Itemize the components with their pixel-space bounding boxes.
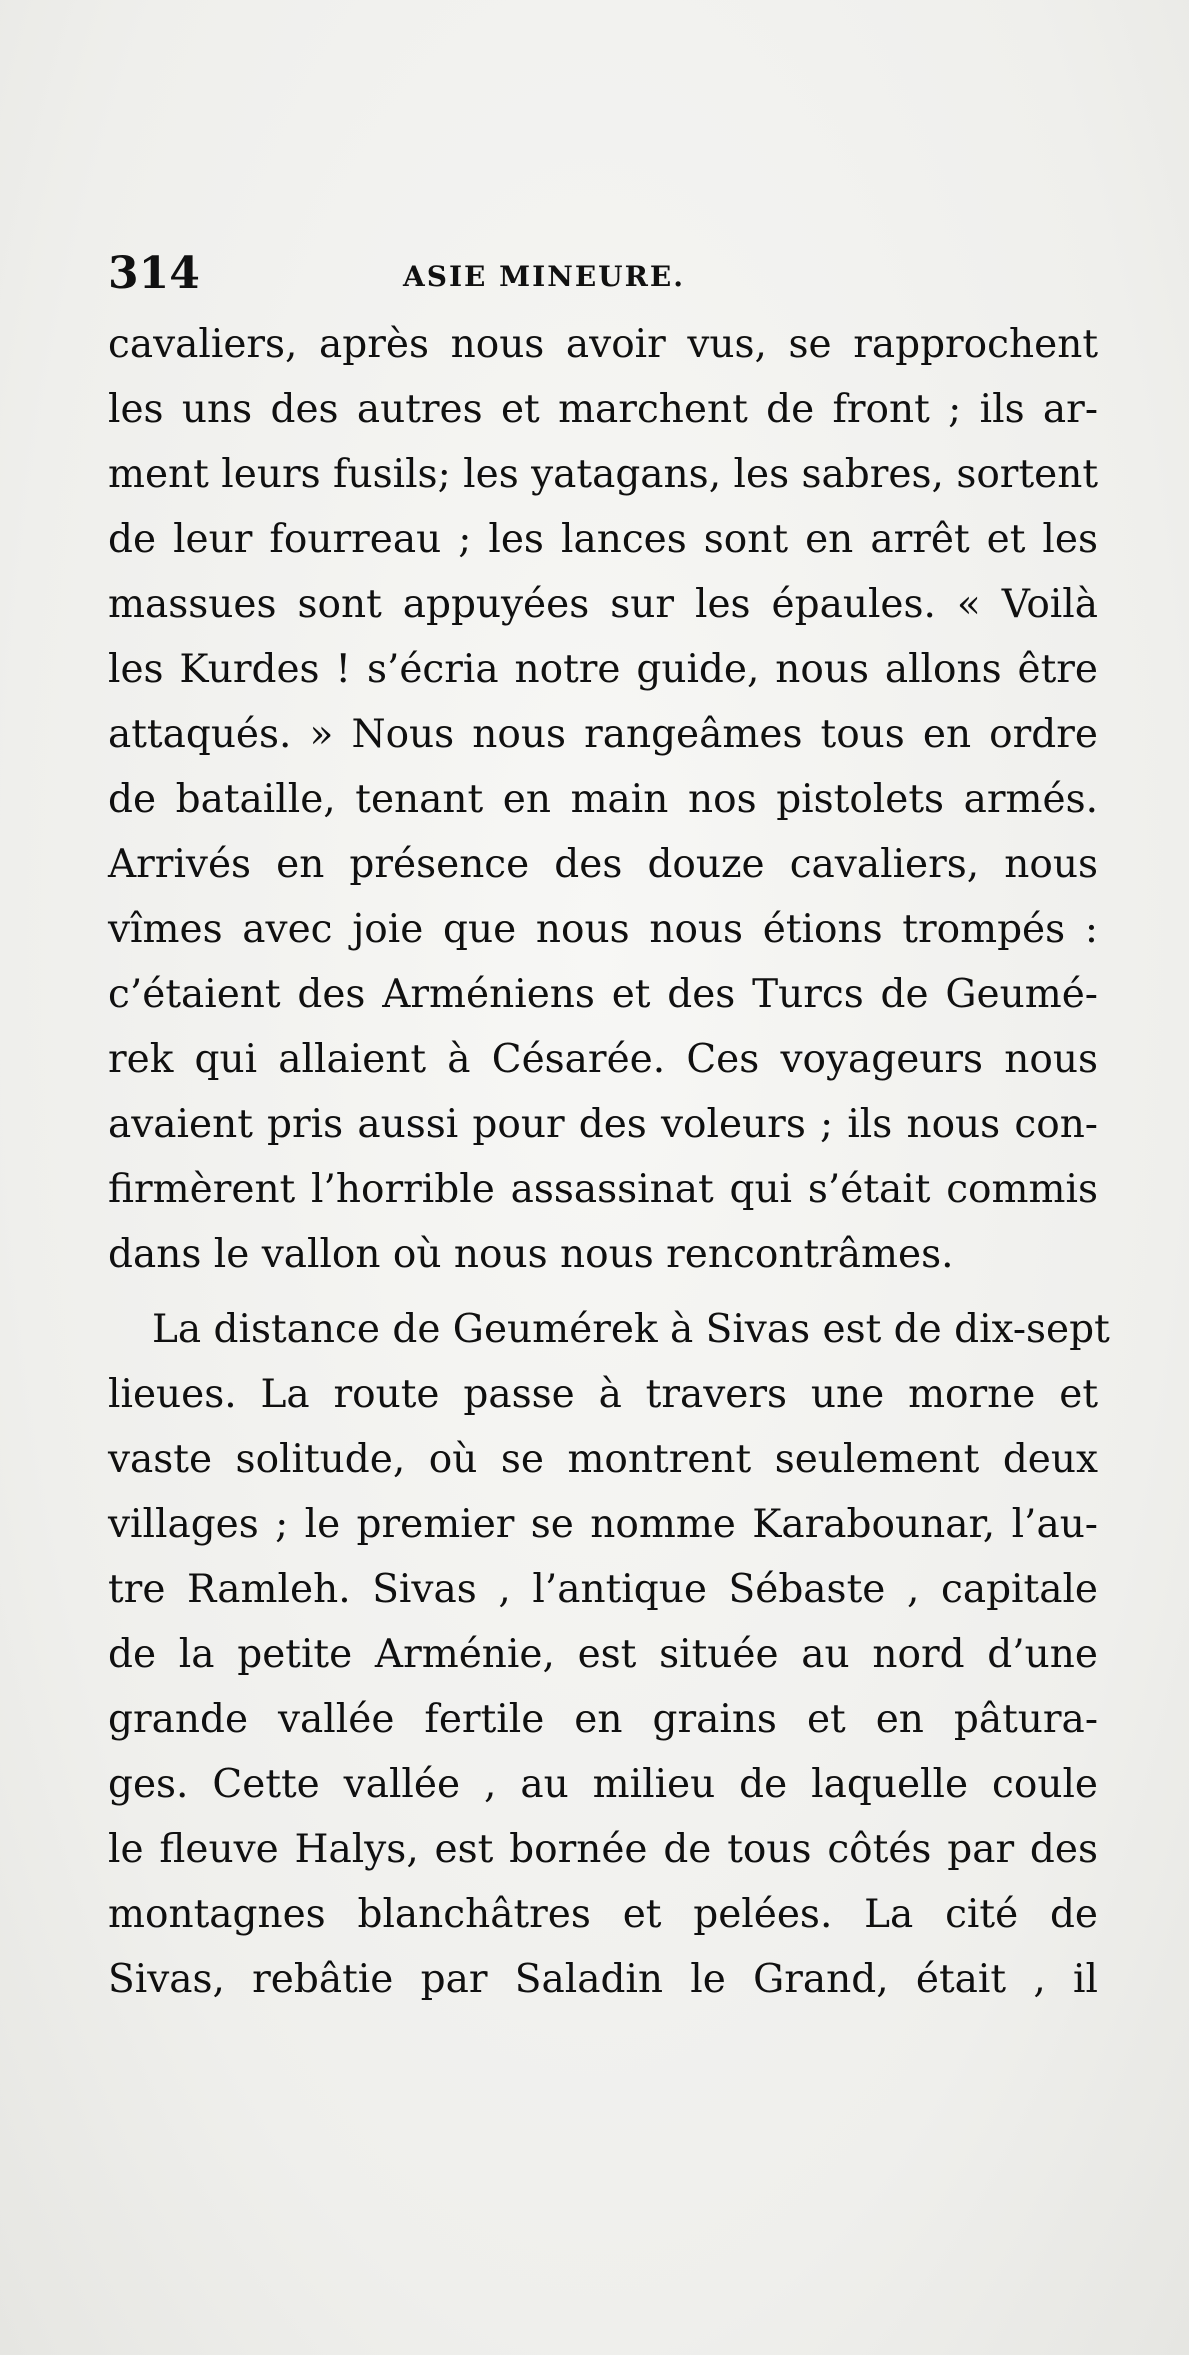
text-line: ment leurs fusils; les yatagans, les sabres, sortent bbox=[108, 452, 1098, 497]
text-line: La distance de Geumérek à Sivas est de dix-sept bbox=[152, 1307, 1110, 1352]
text-line: tre Ramleh. Sivas , l’antique Sébaste , capitale bbox=[108, 1567, 1098, 1612]
text-line: de bataille, tenant en main nos pistolets armés. bbox=[108, 777, 1098, 822]
text-line: ges. Cette vallée , au milieu de laquelle coule bbox=[108, 1762, 1098, 1807]
text-line: avaient pris aussi pour des voleurs ; ils nous con- bbox=[108, 1102, 1098, 1147]
text-line: dans le vallon où nous nous rencontrâmes. bbox=[108, 1232, 954, 1277]
page-header bbox=[108, 248, 1088, 308]
text-line: Arrivés en présence des douze cavaliers, nous bbox=[108, 842, 1098, 887]
text-line: de la petite Arménie, est située au nord d’une bbox=[108, 1632, 1098, 1677]
page-number: 314 bbox=[108, 248, 200, 299]
text-line: montagnes blanchâtres et pelées. La cité de bbox=[108, 1892, 1098, 1937]
text-line: villages ; le premier se nomme Karabounar, l’au- bbox=[108, 1502, 1098, 1547]
text-line: c’étaient des Arméniens et des Turcs de Geumé- bbox=[108, 972, 1098, 1017]
text-line: attaqués. » Nous nous rangeâmes tous en ordre bbox=[108, 712, 1098, 757]
paragraph-1 bbox=[108, 312, 1098, 1287]
text-line: lieues. La route passe à travers une morne et bbox=[108, 1372, 1098, 1417]
text-line: rek qui allaient à Césarée. Ces voyageurs nous bbox=[108, 1037, 1098, 1082]
text-line: cavaliers, après nous avoir vus, se rapprochent bbox=[108, 322, 1098, 367]
text-line: Sivas, rebâtie par Saladin le Grand, était , il bbox=[108, 1957, 1098, 2002]
text-line: les Kurdes ! s’écria notre guide, nous allons être bbox=[108, 647, 1098, 692]
body-text bbox=[108, 312, 1110, 2012]
text-line: vîmes avec joie que nous nous étions trompés : bbox=[108, 907, 1098, 952]
text-line: firmèrent l’horrible assassinat qui s’était commis bbox=[108, 1167, 1098, 1212]
running-head: ASIE MINEURE. bbox=[403, 260, 685, 293]
paragraph-2 bbox=[108, 1297, 1110, 2012]
text-line: le fleuve Halys, est bornée de tous côtés par des bbox=[108, 1827, 1098, 1872]
text-line: les uns des autres et marchent de front ; ils ar- bbox=[108, 387, 1098, 432]
text-line: massues sont appuyées sur les épaules. « Voilà bbox=[108, 582, 1098, 627]
text-line: vaste solitude, où se montrent seulement deux bbox=[108, 1437, 1098, 1482]
text-line: de leur fourreau ; les lances sont en arrêt et les bbox=[108, 517, 1098, 562]
text-line: grande vallée fertile en grains et en pâtura- bbox=[108, 1697, 1098, 1742]
